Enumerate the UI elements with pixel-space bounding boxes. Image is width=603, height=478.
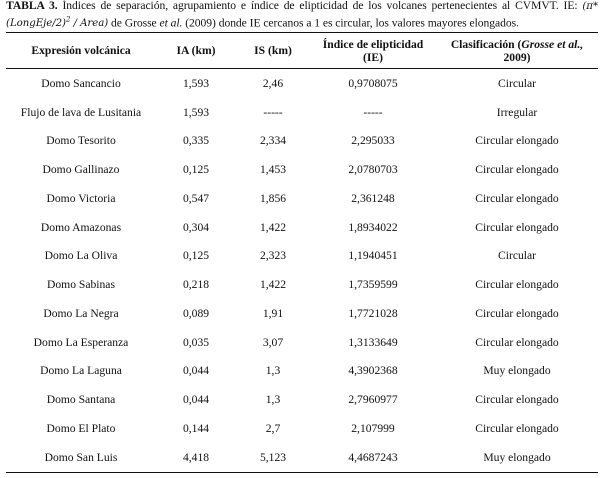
cell-is: 2,323 xyxy=(259,249,287,263)
header-ie-line1: Índice de elipticidad xyxy=(322,37,424,51)
cell-is: 1,3 xyxy=(265,364,281,378)
header-ie-line2: (IE) xyxy=(363,50,383,64)
cell-ia: 0,044 xyxy=(182,393,210,407)
cell-clasificacion: Circular elongado xyxy=(475,278,559,292)
cell-ia: 1,593 xyxy=(182,76,210,90)
cell-clasificacion: Muy elongado xyxy=(483,364,551,378)
cell-ia: 0,144 xyxy=(182,421,210,435)
table-row xyxy=(6,242,598,271)
caption-text-intro: Índices de separación, agrupamiento e índice de elipticidad de los volcanes pertenecientes al CVMVT. IE: xyxy=(57,0,578,12)
table-row xyxy=(6,414,598,443)
cell-is: 2,7 xyxy=(265,421,281,435)
formula-area: Area xyxy=(80,18,105,30)
cell-ie: 1,8934022 xyxy=(348,220,398,234)
header-ie xyxy=(310,33,436,69)
cell-ia: 0,304 xyxy=(182,220,210,234)
cell-ie: 2,107999 xyxy=(351,421,395,435)
cell-expresion: Domo El Plato xyxy=(46,421,116,435)
formula-div: /2) xyxy=(52,18,66,30)
cell-ie: 1,1940451 xyxy=(348,249,398,263)
header-clasif-citation: Grosse et al., xyxy=(521,37,584,51)
cell-ie: 2,361248 xyxy=(351,191,395,205)
table-row xyxy=(6,443,598,472)
cell-clasificacion: Irregular xyxy=(496,105,538,119)
cell-ia: 1,593 xyxy=(182,105,210,119)
table-row xyxy=(6,270,598,299)
header-ia: IA (km) xyxy=(156,33,236,69)
caption-label: TABLA 3. xyxy=(6,0,58,12)
cell-is: 1,856 xyxy=(259,191,287,205)
cell-is: 1,3 xyxy=(265,393,281,407)
cell-ia: 0,035 xyxy=(182,335,210,349)
cell-is: 5,123 xyxy=(236,443,310,472)
cell-ia: 0,125 xyxy=(182,163,210,177)
formula-long-axis: LongEje xyxy=(9,18,53,30)
cell-ia: 0,089 xyxy=(182,306,210,320)
cell-is: 1,422 xyxy=(259,220,287,234)
cell-clasificacion: Muy elongado xyxy=(436,443,598,472)
table-row xyxy=(6,69,598,98)
header-clasif-line2: 2009) xyxy=(503,50,531,64)
cell-ie: 4,3902368 xyxy=(348,364,398,378)
cell-expresion: Domo Santana xyxy=(46,393,116,407)
cell-ie: 0,9708075 xyxy=(348,76,398,90)
cell-clasificacion: Circular elongado xyxy=(475,306,559,320)
cell-ie: ----- xyxy=(363,105,383,119)
cell-expresion: Domo La Laguna xyxy=(40,364,122,378)
cell-expresion: Domo La Esperanza xyxy=(33,335,129,349)
cell-ia: 0,547 xyxy=(182,191,210,205)
cell-ie: 1,7721028 xyxy=(348,306,398,320)
caption-text-source: de Grosse xyxy=(108,16,160,30)
cell-clasificacion: Circular elongado xyxy=(475,134,559,148)
cell-clasificacion: Circular elongado xyxy=(475,191,559,205)
table-row xyxy=(6,299,598,328)
cell-expresion: Domo Sabinas xyxy=(47,278,115,292)
table-row xyxy=(6,357,598,386)
caption-et-al: et al. xyxy=(159,16,183,30)
table-row xyxy=(6,213,598,242)
cell-ie: 1,3133649 xyxy=(348,335,398,349)
cell-expresion: Domo San Luis xyxy=(6,443,156,472)
cell-ia: 0,125 xyxy=(182,249,210,263)
table-row xyxy=(6,155,598,184)
cell-ia: 4,418 xyxy=(156,443,236,472)
cell-is: 2,334 xyxy=(259,134,287,148)
header-clasif-line1: Clasificación ( xyxy=(450,37,522,51)
cell-expresion: Domo Tesorito xyxy=(46,134,116,148)
cell-is: 1,422 xyxy=(259,278,287,292)
cell-clasificacion: Circular xyxy=(498,76,536,90)
cell-expresion: Domo Gallinazo xyxy=(42,163,120,177)
table-body xyxy=(6,69,598,473)
table-header-row xyxy=(6,33,598,69)
table-row xyxy=(6,127,598,156)
cell-is: 1,453 xyxy=(259,163,287,177)
formula-open: (π* ( xyxy=(6,1,598,30)
cell-expresion: Domo La Oliva xyxy=(44,249,118,263)
cell-ie: 2,295033 xyxy=(351,134,395,148)
cell-clasificacion: Circular xyxy=(498,249,536,263)
header-expresion: Expresión volcánica xyxy=(6,33,156,69)
header-is: IS (km) xyxy=(236,33,310,69)
cell-clasificacion: Circular elongado xyxy=(475,393,559,407)
cell-ie: 2,7960977 xyxy=(348,393,398,407)
cell-clasificacion: Circular elongado xyxy=(475,421,559,435)
cell-clasificacion: Circular elongado xyxy=(475,335,559,349)
cell-expresion: Flujo de lava de Lusitania xyxy=(20,105,142,119)
formula-separator: / xyxy=(70,18,81,30)
table-row xyxy=(6,385,598,414)
formula-exponent: 2 xyxy=(65,15,71,24)
volcano-index-table xyxy=(6,32,598,473)
cell-expresion: Domo Victoria xyxy=(46,191,116,205)
caption-text-end: (2009) donde IE cercanos a 1 es circular, los valores mayores elongados. xyxy=(182,16,519,30)
formula-close: ) xyxy=(104,18,109,30)
cell-ia: 0,218 xyxy=(182,278,210,292)
cell-expresion: Domo La Negra xyxy=(43,306,119,320)
cell-ia: 0,335 xyxy=(182,134,210,148)
cell-clasificacion: Circular elongado xyxy=(475,220,559,234)
cell-ia: 0,044 xyxy=(182,364,210,378)
cell-is: 3,07 xyxy=(262,335,284,349)
cell-is: 2,46 xyxy=(262,76,284,90)
header-clasificacion xyxy=(436,33,598,69)
cell-ie: 4,4687243 xyxy=(310,443,436,472)
table-caption xyxy=(6,0,598,31)
table-row xyxy=(6,328,598,357)
table-row xyxy=(6,184,598,213)
cell-clasificacion: Circular elongado xyxy=(475,163,559,177)
table-row xyxy=(6,98,598,127)
cell-expresion: Domo Sancancio xyxy=(41,76,121,90)
cell-ie: 1,7359599 xyxy=(348,278,398,292)
cell-is: 1,91 xyxy=(262,306,284,320)
cell-ie: 2,0780703 xyxy=(348,163,398,177)
cell-expresion: Domo Amazonas xyxy=(40,220,122,234)
cell-is: ----- xyxy=(263,105,283,119)
